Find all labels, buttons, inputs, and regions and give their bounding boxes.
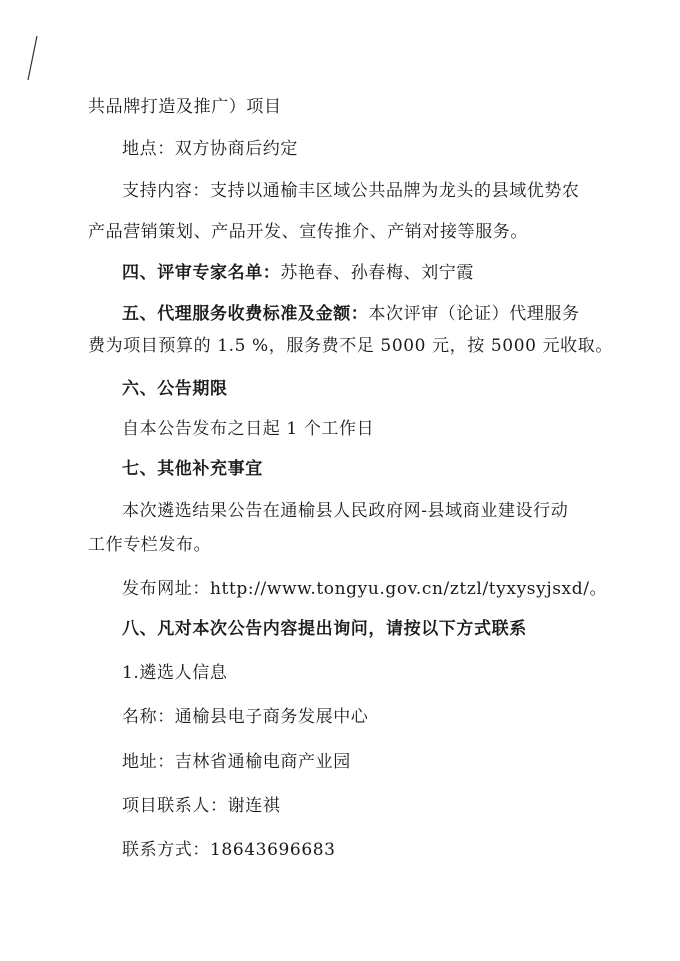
text-line: 地址：吉林省通榆电商产业园	[122, 752, 351, 772]
text-line: 1.遴选人信息	[122, 663, 228, 683]
text-line: 联系方式：18643696683	[122, 840, 336, 860]
section-text: 本次评审（论证）代理服务	[368, 304, 580, 324]
section-heading	[122, 458, 263, 480]
section-heading	[122, 378, 228, 400]
text-line: 产品营销策划、产品开发、宣传推介、产销对接等服务。	[88, 222, 528, 242]
text-line: 支持内容：支持以通榆丰区域公共品牌为龙头的县域优势农	[122, 181, 580, 201]
section-text: 苏艳春、孙春梅、刘宁霞	[280, 263, 475, 283]
text-line: 自本公告发布之日起 1 个工作日	[122, 419, 375, 439]
text-line: 地点：双方协商后约定	[122, 139, 298, 159]
section-label: 四、评审专家名单：	[122, 263, 281, 283]
section-heading	[122, 262, 474, 284]
text-line: 项目联系人：谢连祺	[122, 796, 281, 816]
section-label: 五、代理服务收费标准及金额：	[122, 304, 369, 324]
section-label: 七、其他补充事宜	[122, 459, 263, 479]
scan-mark	[0, 0, 80, 100]
section-heading	[122, 618, 527, 640]
section-heading	[122, 303, 580, 325]
section-label: 六、公告期限	[122, 379, 228, 399]
text-line: 发布网址：http://www.tongyu.gov.cn/ztzl/tyxysyjsxd/。	[122, 579, 608, 599]
text-line: 费为项目预算的 1.5 %，服务费不足 5000 元，按 5000 元收取。	[88, 336, 613, 356]
text-line: 名称：通榆县电子商务发展中心	[122, 707, 369, 727]
text-line: 本次遴选结果公告在通榆县人民政府网-县域商业建设行动	[122, 501, 569, 521]
text-line: 工作专栏发布。	[88, 535, 212, 555]
section-label: 八、凡对本次公告内容提出询问，请按以下方式联系	[122, 619, 527, 639]
text-line: 共品牌打造及推广）项目	[88, 97, 282, 117]
